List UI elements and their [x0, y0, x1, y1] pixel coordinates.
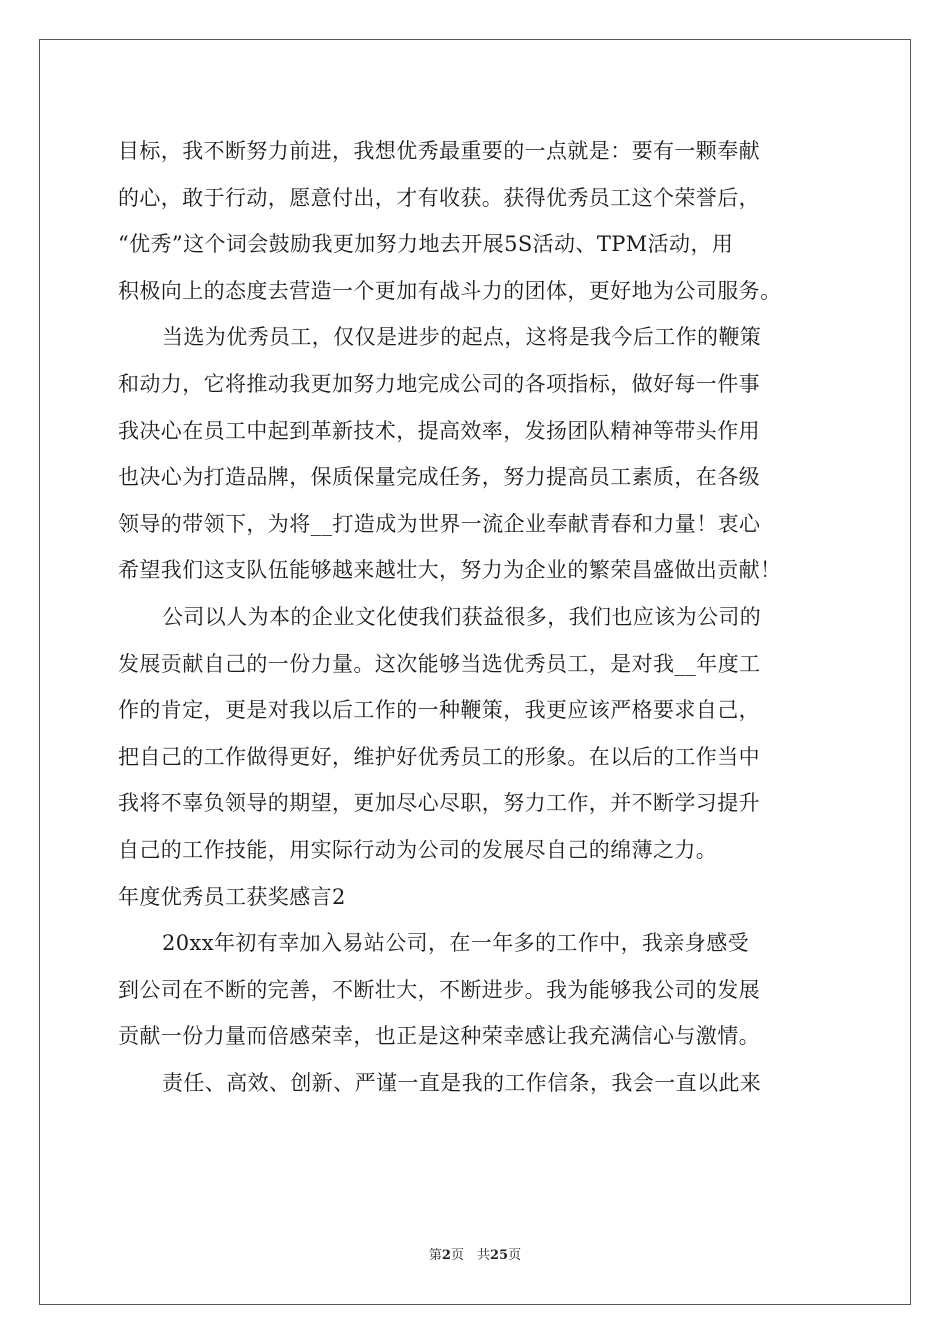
text-line: 作的肯定，更是对我以后工作的一种鞭策，我更应该严格要求自己，: [118, 698, 760, 723]
footer-mid: 页 共: [450, 1248, 490, 1263]
text-line: 发展贡献自己的一份力量。这次能够当选优秀员工，是对我__年度工: [118, 651, 761, 676]
total-page-count: 25: [489, 1248, 509, 1263]
text-line: 到公司在不断的完善，不断壮大，不断进步。我为能够我公司的发展: [118, 977, 760, 1002]
text-line: “优秀”这个词会鼓励我更加努力地去开展5S活动、TPM活动，用: [118, 232, 734, 257]
paragraph-start-line: 责任、高效、创新、严谨一直是我的工作信条，我会一直以此来: [162, 1070, 762, 1095]
paragraph-start-line: 20xx年初有幸加入易站公司，在一年多的工作中，我亲身感受: [162, 931, 750, 956]
text-line: 把自己的工作做得更好，维护好优秀员工的形象。在以后的工作当中: [118, 744, 760, 769]
text-line: 目标，我不断努力前进，我想优秀最重要的一点就是：要有一颗奉献: [118, 139, 760, 163]
text-line: 也决心为打造品牌，保质保量完成任务，努力提高员工素质，在各级: [118, 465, 760, 490]
paragraph-start-line: 公司以人为本的企业文化使我们获益很多，我们也应该为公司的: [162, 604, 762, 629]
text-line: 希望我们这支队伍能够越来越壮大，努力为企业的繁荣昌盛做出贡献！: [118, 558, 782, 583]
text-line: 贡献一份力量而倍感荣幸，也正是这种荣幸感让我充满信心与激情。: [118, 1024, 760, 1049]
footer-prefix: 第: [428, 1248, 442, 1263]
section-heading: 年度优秀员工获奖感言2: [118, 884, 346, 909]
page-footer: [0, 1244, 950, 1263]
paragraph-start-line: 当选为优秀员工，仅仅是进步的起点，这将是我今后工作的鞭策: [162, 325, 762, 350]
text-line: 积极向上的态度去营造一个更加有战斗力的团体，更好地为公司服务。: [118, 278, 782, 303]
text-line: 自己的工作技能，用实际行动为公司的发展尽自己的绵薄之力。: [118, 837, 718, 862]
text-line: 的心，敢于行动，愿意付出，才有收获。获得优秀员工这个荣誉后，: [118, 185, 760, 210]
document-body: [118, 128, 838, 1106]
text-line: 和动力，它将推动我更加努力地完成公司的各项指标，做好每一件事: [118, 371, 760, 396]
text-line: 我决心在员工中起到革新技术，提高效率，发扬团队精神等带头作用: [118, 418, 760, 443]
text-line: 我将不辜负领导的期望，更加尽心尽职，努力工作，并不断学习提升: [118, 791, 760, 816]
current-page-number: 2: [441, 1248, 451, 1263]
footer-suffix: 页: [508, 1248, 522, 1263]
text-line: 领导的带领下，为将__打造成为世界一流企业奉献青春和力量！衷心: [118, 511, 761, 536]
